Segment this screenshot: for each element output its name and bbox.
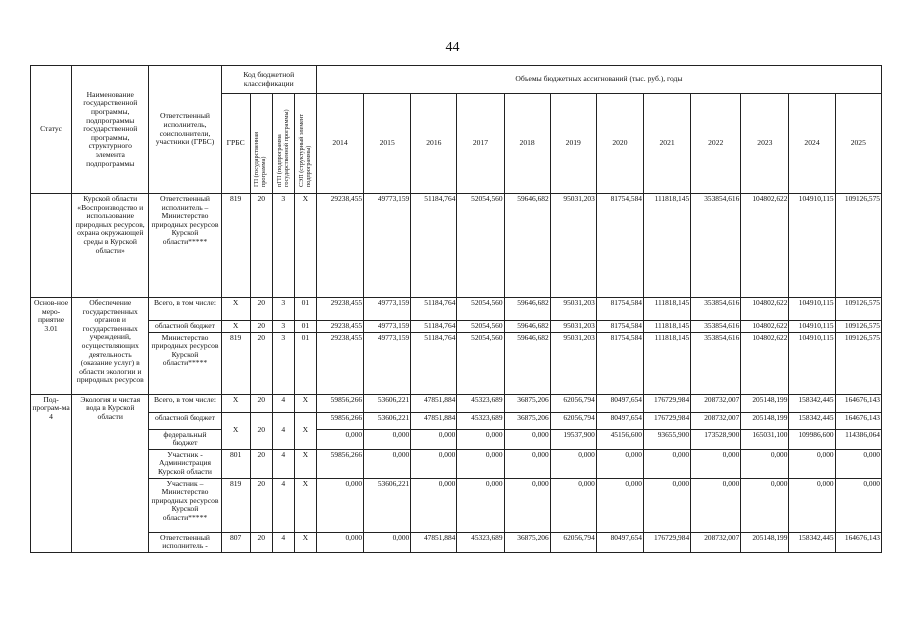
responsible-cell: Участник – Министерство природных ресурсов Курской области***** bbox=[149, 478, 221, 532]
value-cell: 0,000 bbox=[504, 478, 550, 532]
value-cell: 0,000 bbox=[596, 449, 643, 478]
value-cell: 0,000 bbox=[789, 478, 835, 532]
value-cell: 49773,159 bbox=[364, 298, 411, 321]
value-cell: 114386,064 bbox=[835, 429, 881, 449]
table-row bbox=[31, 298, 882, 321]
value-cell: 173528,900 bbox=[691, 429, 741, 449]
value-cell: 81754,584 bbox=[596, 321, 643, 333]
pgp-cell: 3 bbox=[272, 332, 294, 394]
sep-cell: 01 bbox=[294, 332, 316, 394]
value-cell: 47851,884 bbox=[411, 394, 457, 412]
header-status: Статус bbox=[31, 66, 72, 194]
sep-cell: Х bbox=[294, 194, 316, 298]
value-cell: 158342,445 bbox=[789, 394, 835, 412]
value-cell: 0,000 bbox=[691, 478, 741, 532]
sep-cell: Х bbox=[294, 478, 316, 532]
status-cell: Под-програм-ма 4 bbox=[31, 394, 72, 552]
pgp-cell: 4 bbox=[272, 394, 294, 412]
sep-cell: 01 bbox=[294, 298, 316, 321]
header-year: 2021 bbox=[643, 94, 690, 194]
value-cell: 29238,455 bbox=[316, 298, 363, 321]
pgp-cell: 4 bbox=[272, 449, 294, 478]
gp-cell: 20 bbox=[250, 412, 272, 449]
value-cell: 0,000 bbox=[596, 478, 643, 532]
value-cell: 29238,455 bbox=[316, 321, 363, 333]
value-cell: 0,000 bbox=[457, 429, 504, 449]
grbs-cell: Х bbox=[221, 394, 250, 412]
header-pgp: пГП (подпрограмма государственной программы) bbox=[272, 94, 294, 194]
value-cell: 176729,984 bbox=[643, 412, 690, 429]
value-cell: 59646,682 bbox=[504, 332, 550, 394]
value-cell: 52054,560 bbox=[457, 298, 504, 321]
value-cell: 158342,445 bbox=[789, 412, 835, 429]
value-cell: 95031,203 bbox=[550, 321, 596, 333]
gp-cell: 20 bbox=[250, 394, 272, 412]
value-cell: 158342,445 bbox=[789, 532, 835, 552]
header-year: 2023 bbox=[741, 94, 789, 194]
value-cell: 0,000 bbox=[789, 449, 835, 478]
gp-cell: 20 bbox=[250, 194, 272, 298]
grbs-cell: 801 bbox=[221, 449, 250, 478]
value-cell: 0,000 bbox=[364, 429, 411, 449]
value-cell: 49773,159 bbox=[364, 332, 411, 394]
value-cell: 0,000 bbox=[316, 478, 363, 532]
value-cell: 95031,203 bbox=[550, 332, 596, 394]
header-year: 2022 bbox=[691, 94, 741, 194]
value-cell: 353854,616 bbox=[691, 321, 741, 333]
header-year: 2018 bbox=[504, 94, 550, 194]
value-cell: 59856,266 bbox=[316, 412, 363, 429]
gp-cell: 20 bbox=[250, 478, 272, 532]
value-cell: 62056,794 bbox=[550, 532, 596, 552]
value-cell: 0,000 bbox=[691, 449, 741, 478]
value-cell: 109126,575 bbox=[835, 321, 881, 333]
gp-cell: 20 bbox=[250, 532, 272, 552]
responsible-cell: Всего, в том числе: bbox=[149, 298, 221, 321]
value-cell: 59856,266 bbox=[316, 449, 363, 478]
pgp-cell: 3 bbox=[272, 194, 294, 298]
responsible-cell: Участник - Администрация Курской области bbox=[149, 449, 221, 478]
value-cell: 0,000 bbox=[835, 478, 881, 532]
header-grbs: ГРБС bbox=[221, 94, 250, 194]
value-cell: 0,000 bbox=[550, 449, 596, 478]
value-cell: 205148,199 bbox=[741, 412, 789, 429]
header-year: 2014 bbox=[316, 94, 363, 194]
value-cell: 109126,575 bbox=[835, 298, 881, 321]
budget-table bbox=[30, 65, 882, 553]
value-cell: 45156,600 bbox=[596, 429, 643, 449]
value-cell: 205148,199 bbox=[741, 532, 789, 552]
sep-cell: Х bbox=[294, 532, 316, 552]
gp-cell: 20 bbox=[250, 298, 272, 321]
responsible-cell: Ответственный исполнитель - bbox=[149, 532, 221, 552]
value-cell: 81754,584 bbox=[596, 298, 643, 321]
responsible-cell: Министерство природных ресурсов Курской области***** bbox=[149, 332, 221, 394]
value-cell: 52054,560 bbox=[457, 194, 504, 298]
value-cell: 111818,145 bbox=[643, 194, 690, 298]
table-row bbox=[31, 332, 882, 394]
responsible-cell: федеральный бюджет bbox=[149, 429, 221, 449]
value-cell: 81754,584 bbox=[596, 194, 643, 298]
value-cell: 165031,100 bbox=[741, 429, 789, 449]
value-cell: 49773,159 bbox=[364, 321, 411, 333]
value-cell: 29238,455 bbox=[316, 332, 363, 394]
value-cell: 49773,159 bbox=[364, 194, 411, 298]
value-cell: 62056,794 bbox=[550, 412, 596, 429]
value-cell: 0,000 bbox=[364, 532, 411, 552]
value-cell: 52054,560 bbox=[457, 332, 504, 394]
table-row bbox=[31, 394, 882, 412]
value-cell: 109126,575 bbox=[835, 332, 881, 394]
value-cell: 109126,575 bbox=[835, 194, 881, 298]
value-cell: 0,000 bbox=[643, 449, 690, 478]
grbs-cell: Х bbox=[221, 321, 250, 333]
gp-cell: 20 bbox=[250, 332, 272, 394]
value-cell: 0,000 bbox=[550, 478, 596, 532]
value-cell: 36875,206 bbox=[504, 412, 550, 429]
header-year: 2015 bbox=[364, 94, 411, 194]
responsible-cell: областной бюджет bbox=[149, 321, 221, 333]
value-cell: 208732,007 bbox=[691, 412, 741, 429]
program-name-cell: Экология и чистая вода в Курской области bbox=[72, 394, 149, 552]
value-cell: 0,000 bbox=[741, 449, 789, 478]
value-cell: 353854,616 bbox=[691, 332, 741, 394]
value-cell: 104910,115 bbox=[789, 298, 835, 321]
responsible-cell: областной бюджет bbox=[149, 412, 221, 429]
value-cell: 19537,900 bbox=[550, 429, 596, 449]
value-cell: 95031,203 bbox=[550, 194, 596, 298]
program-name-cell: Курской области «Воспроизводство и использование природных ресурсов, охрана окружающей среды в Курской области» bbox=[72, 194, 149, 298]
value-cell: 104910,115 bbox=[789, 321, 835, 333]
value-cell: 104802,622 bbox=[741, 321, 789, 333]
responsible-cell: Всего, в том числе: bbox=[149, 394, 221, 412]
value-cell: 0,000 bbox=[411, 429, 457, 449]
sep-cell: 01 bbox=[294, 321, 316, 333]
header-responsible: Ответственный исполнитель, соисполнители, участники (ГРБС) bbox=[149, 66, 221, 194]
value-cell: 0,000 bbox=[643, 478, 690, 532]
value-cell: 111818,145 bbox=[643, 321, 690, 333]
pgp-cell: 4 bbox=[272, 532, 294, 552]
value-cell: 176729,984 bbox=[643, 394, 690, 412]
value-cell: 104910,115 bbox=[789, 194, 835, 298]
table-row bbox=[31, 429, 882, 449]
pgp-cell: 3 bbox=[272, 321, 294, 333]
table-row bbox=[31, 532, 882, 552]
value-cell: 104802,622 bbox=[741, 332, 789, 394]
value-cell: 0,000 bbox=[835, 449, 881, 478]
header-year: 2024 bbox=[789, 94, 835, 194]
value-cell: 59856,266 bbox=[316, 394, 363, 412]
value-cell: 0,000 bbox=[457, 478, 504, 532]
value-cell: 104802,622 bbox=[741, 298, 789, 321]
table-row bbox=[31, 449, 882, 478]
value-cell: 53606,221 bbox=[364, 412, 411, 429]
value-cell: 0,000 bbox=[316, 429, 363, 449]
value-cell: 104802,622 bbox=[741, 194, 789, 298]
value-cell: 353854,616 bbox=[691, 194, 741, 298]
responsible-cell: Ответственный исполнитель – Министерство природных ресурсов Курской области***** bbox=[149, 194, 221, 298]
value-cell: 29238,455 bbox=[316, 194, 363, 298]
table-row bbox=[31, 194, 882, 298]
value-cell: 59646,682 bbox=[504, 321, 550, 333]
value-cell: 111818,145 bbox=[643, 332, 690, 394]
grbs-cell: 807 bbox=[221, 532, 250, 552]
header-year: 2016 bbox=[411, 94, 457, 194]
value-cell: 45323,689 bbox=[457, 412, 504, 429]
value-cell: 95031,203 bbox=[550, 298, 596, 321]
header-year: 2020 bbox=[596, 94, 643, 194]
value-cell: 45323,689 bbox=[457, 532, 504, 552]
pgp-cell: 4 bbox=[272, 478, 294, 532]
value-cell: 62056,794 bbox=[550, 394, 596, 412]
grbs-cell: 819 bbox=[221, 194, 250, 298]
header-sep: СЭП (структурный элемент подпрограммы) bbox=[294, 94, 316, 194]
table-row bbox=[31, 412, 882, 429]
value-cell: 52054,560 bbox=[457, 321, 504, 333]
header-bk-group: Код бюджетной классификации bbox=[221, 66, 316, 94]
value-cell: 0,000 bbox=[364, 449, 411, 478]
value-cell: 109986,600 bbox=[789, 429, 835, 449]
value-cell: 53606,221 bbox=[364, 394, 411, 412]
status-cell: Основ-ное меро-приятие 3.01 bbox=[31, 298, 72, 395]
sep-cell: Х bbox=[294, 394, 316, 412]
value-cell: 164676,143 bbox=[835, 412, 881, 429]
value-cell: 51184,764 bbox=[411, 298, 457, 321]
grbs-cell: 819 bbox=[221, 478, 250, 532]
value-cell: 0,000 bbox=[316, 532, 363, 552]
value-cell: 59646,682 bbox=[504, 298, 550, 321]
value-cell: 353854,616 bbox=[691, 298, 741, 321]
status-cell bbox=[31, 194, 72, 298]
value-cell: 0,000 bbox=[504, 429, 550, 449]
value-cell: 81754,584 bbox=[596, 332, 643, 394]
value-cell: 111818,145 bbox=[643, 298, 690, 321]
header-gp: ГП (государственная программа) bbox=[250, 94, 272, 194]
pgp-cell: 3 bbox=[272, 298, 294, 321]
value-cell: 47851,884 bbox=[411, 412, 457, 429]
grbs-cell: Х bbox=[221, 298, 250, 321]
program-name-cell: Обеспечение государственных органов и государственных учреждений, осуществляющих деятельность (оказание услуг) в области экологии и природных ресурсов bbox=[72, 298, 149, 395]
value-cell: 36875,206 bbox=[504, 532, 550, 552]
value-cell: 53606,221 bbox=[364, 478, 411, 532]
value-cell: 80497,654 bbox=[596, 532, 643, 552]
value-cell: 205148,199 bbox=[741, 394, 789, 412]
header-volumes-group: Объемы бюджетных ассигнований (тыс. руб.), годы bbox=[316, 66, 881, 94]
value-cell: 51184,764 bbox=[411, 332, 457, 394]
value-cell: 0,000 bbox=[504, 449, 550, 478]
grbs-cell: 819 bbox=[221, 332, 250, 394]
page-number: 44 bbox=[445, 40, 460, 55]
value-cell: 80497,654 bbox=[596, 412, 643, 429]
value-cell: 45323,689 bbox=[457, 394, 504, 412]
value-cell: 59646,682 bbox=[504, 194, 550, 298]
header-name: Наименование государственной программы, подпрограммы государственной программы, структурного элемента подпрограммы bbox=[72, 66, 149, 194]
header-year: 2019 bbox=[550, 94, 596, 194]
header-year: 2017 bbox=[457, 94, 504, 194]
value-cell: 164676,143 bbox=[835, 532, 881, 552]
value-cell: 47851,884 bbox=[411, 532, 457, 552]
value-cell: 51184,764 bbox=[411, 321, 457, 333]
gp-cell: 20 bbox=[250, 449, 272, 478]
header-year: 2025 bbox=[835, 94, 881, 194]
value-cell: 208732,007 bbox=[691, 532, 741, 552]
value-cell: 36875,206 bbox=[504, 394, 550, 412]
table-row bbox=[31, 478, 882, 532]
grbs-cell: Х bbox=[221, 412, 250, 449]
value-cell: 176729,984 bbox=[643, 532, 690, 552]
value-cell: 93655,900 bbox=[643, 429, 690, 449]
table-row bbox=[31, 321, 882, 333]
value-cell: 0,000 bbox=[741, 478, 789, 532]
value-cell: 80497,654 bbox=[596, 394, 643, 412]
sep-cell: Х bbox=[294, 449, 316, 478]
value-cell: 164676,143 bbox=[835, 394, 881, 412]
value-cell: 0,000 bbox=[457, 449, 504, 478]
gp-cell: 20 bbox=[250, 321, 272, 333]
value-cell: 104910,115 bbox=[789, 332, 835, 394]
sep-cell: Х bbox=[294, 412, 316, 449]
value-cell: 0,000 bbox=[411, 449, 457, 478]
value-cell: 51184,764 bbox=[411, 194, 457, 298]
value-cell: 0,000 bbox=[411, 478, 457, 532]
value-cell: 208732,007 bbox=[691, 394, 741, 412]
pgp-cell: 4 bbox=[272, 412, 294, 449]
